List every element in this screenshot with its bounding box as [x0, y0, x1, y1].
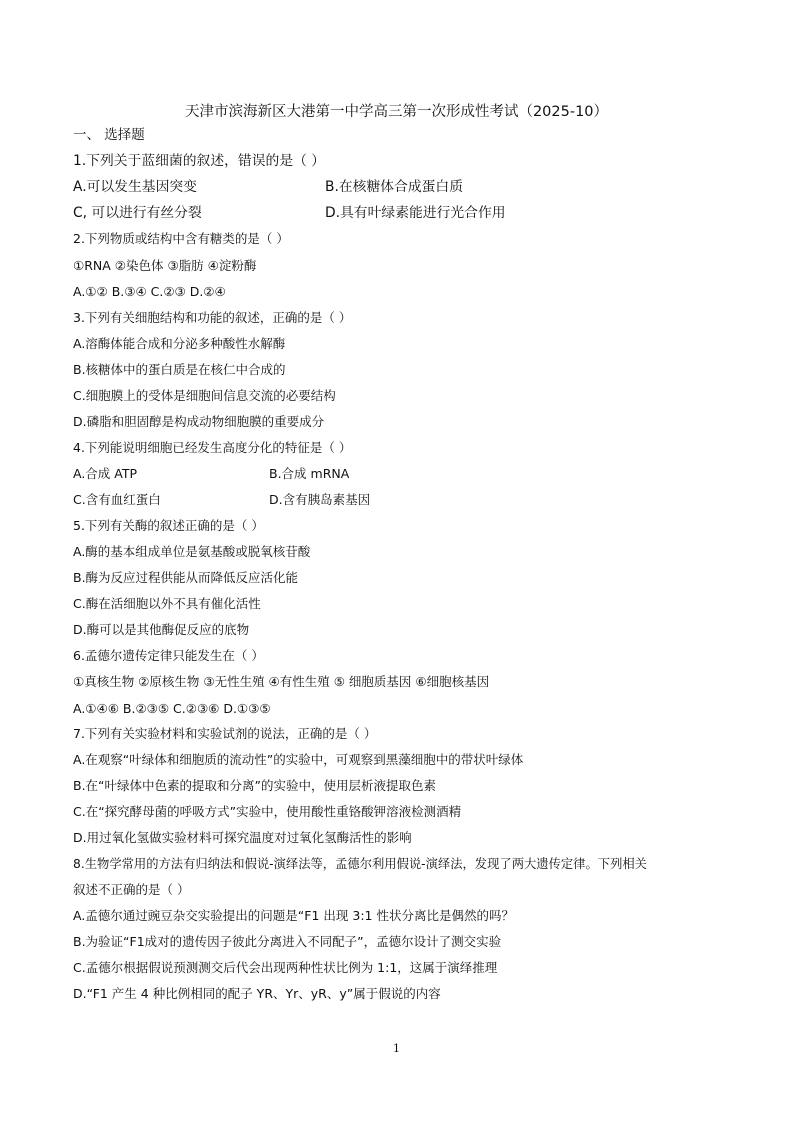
- question-7-option-b: B.在“叶绿体中色素的提取和分离”的实验中，使用层析液提取色素: [73, 778, 437, 793]
- question-3-option-b: B.核糖体中的蛋白质是在核仁中合成的: [73, 362, 286, 377]
- question-8-option-d: D.“F1 产生 4 种比例相同的配子 YR、Yr、yR、y”属于假说的内容: [73, 986, 441, 1001]
- question-4-option-c: C.含有血红蛋白: [73, 492, 161, 507]
- question-2-items: ①RNA ②染色体 ③脂肪 ④淀粉酶: [73, 258, 257, 273]
- question-2-stem: 2.下列物质或结构中含有糖类的是（ ）: [73, 231, 289, 246]
- question-4-option-b: B.合成 mRNA: [269, 466, 350, 481]
- question-1-option-c: C, 可以进行有丝分裂: [73, 205, 202, 221]
- question-8-stem-line-2: 叙述不正确的是（ ）: [73, 882, 190, 897]
- question-2-options: A.①② B.③④ C.②③ D.②④: [73, 284, 226, 299]
- question-3-stem: 3.下列有关细胞结构和功能的叙述，正确的是（ ）: [73, 310, 352, 325]
- question-6-stem: 6.孟德尔遗传定律只能发生在（ ）: [73, 648, 264, 663]
- question-7-option-c: C.在“探究酵母菌的呼吸方式”实验中，使用酸性重铬酸钾溶液检测酒精: [73, 804, 462, 819]
- page-number: 1: [393, 1042, 400, 1055]
- question-6-items: ①真核生物 ②原核生物 ③无性生殖 ④有性生殖 ⑤ 细胞质基因 ⑥细胞核基因: [73, 674, 490, 689]
- question-8-option-b: B.为验证“F1成对的遗传因子彼此分离进入不同配子”，孟德尔设计了测交实验: [73, 934, 502, 949]
- question-4-stem: 4.下列能说明细胞已经发生高度分化的特征是（ ）: [73, 440, 352, 455]
- question-3-option-a: A.溶酶体能合成和分泌多种酸性水解酶: [73, 336, 286, 351]
- question-1-option-a: A.可以发生基因突变: [73, 179, 197, 195]
- question-6-options: A.①④⑥ B.②③⑤ C.②③⑥ D.①③⑤: [73, 701, 271, 716]
- question-7-stem: 7.下列有关实验材料和实验试剂的说法，正确的是（ ）: [73, 726, 377, 741]
- question-5-stem: 5.下列有关酶的叙述正确的是（ ）: [73, 518, 264, 533]
- question-8-stem-line-1: 8.生物学常用的方法有归纳法和假说-演绎法等，孟德尔利用假说-演绎法，发现了两大遗传定律。下列相关: [73, 857, 647, 871]
- exam-title: 天津市滨海新区大港第一中学高三第一次形成性考试（2025-10）: [184, 104, 609, 120]
- question-8-option-a: A.孟德尔通过豌豆杂交实验提出的问题是“F1 出现 3:1 性状分离比是偶然的吗？: [73, 908, 514, 923]
- question-8-option-c: C.孟德尔根据假说预测测交后代会出现两种性状比例为 1:1，这属于演绎推理: [73, 960, 498, 975]
- question-5-option-b: B.酶为反应过程供能从而降低反应活化能: [73, 570, 299, 585]
- question-1-option-b: B.在核糖体合成蛋白质: [325, 179, 464, 195]
- question-1-option-d: D.具有叶绿素能进行光合作用: [325, 205, 506, 221]
- question-1-stem: 1.下列关于蓝细菌的叙述，错误的是（ ）: [73, 153, 326, 169]
- question-5-option-a: A.酶的基本组成单位是氨基酸或脱氧核苷酸: [73, 544, 311, 559]
- question-3-option-d: D.磷脂和胆固醇是构成动物细胞膜的重要成分: [73, 414, 325, 429]
- question-5-option-c: C.酶在活细胞以外不具有催化活性: [73, 596, 261, 611]
- section-heading: 一、 选择题: [73, 127, 145, 143]
- question-5-option-d: D.酶可以是其他酶促反应的底物: [73, 622, 250, 637]
- question-7-option-d: D.用过氧化氢做实验材料可探究温度对过氧化氢酶活性的影响: [73, 830, 412, 845]
- question-7-option-a: A.在观察“叶绿体和细胞质的流动性”的实验中，可观察到黑藻细胞中的带状叶绿体: [73, 752, 524, 767]
- question-3-option-c: C.细胞膜上的受体是细胞间信息交流的必要结构: [73, 388, 336, 403]
- question-4-option-a: A.合成 ATP: [73, 466, 138, 481]
- question-4-option-d: D.含有胰岛素基因: [269, 492, 371, 507]
